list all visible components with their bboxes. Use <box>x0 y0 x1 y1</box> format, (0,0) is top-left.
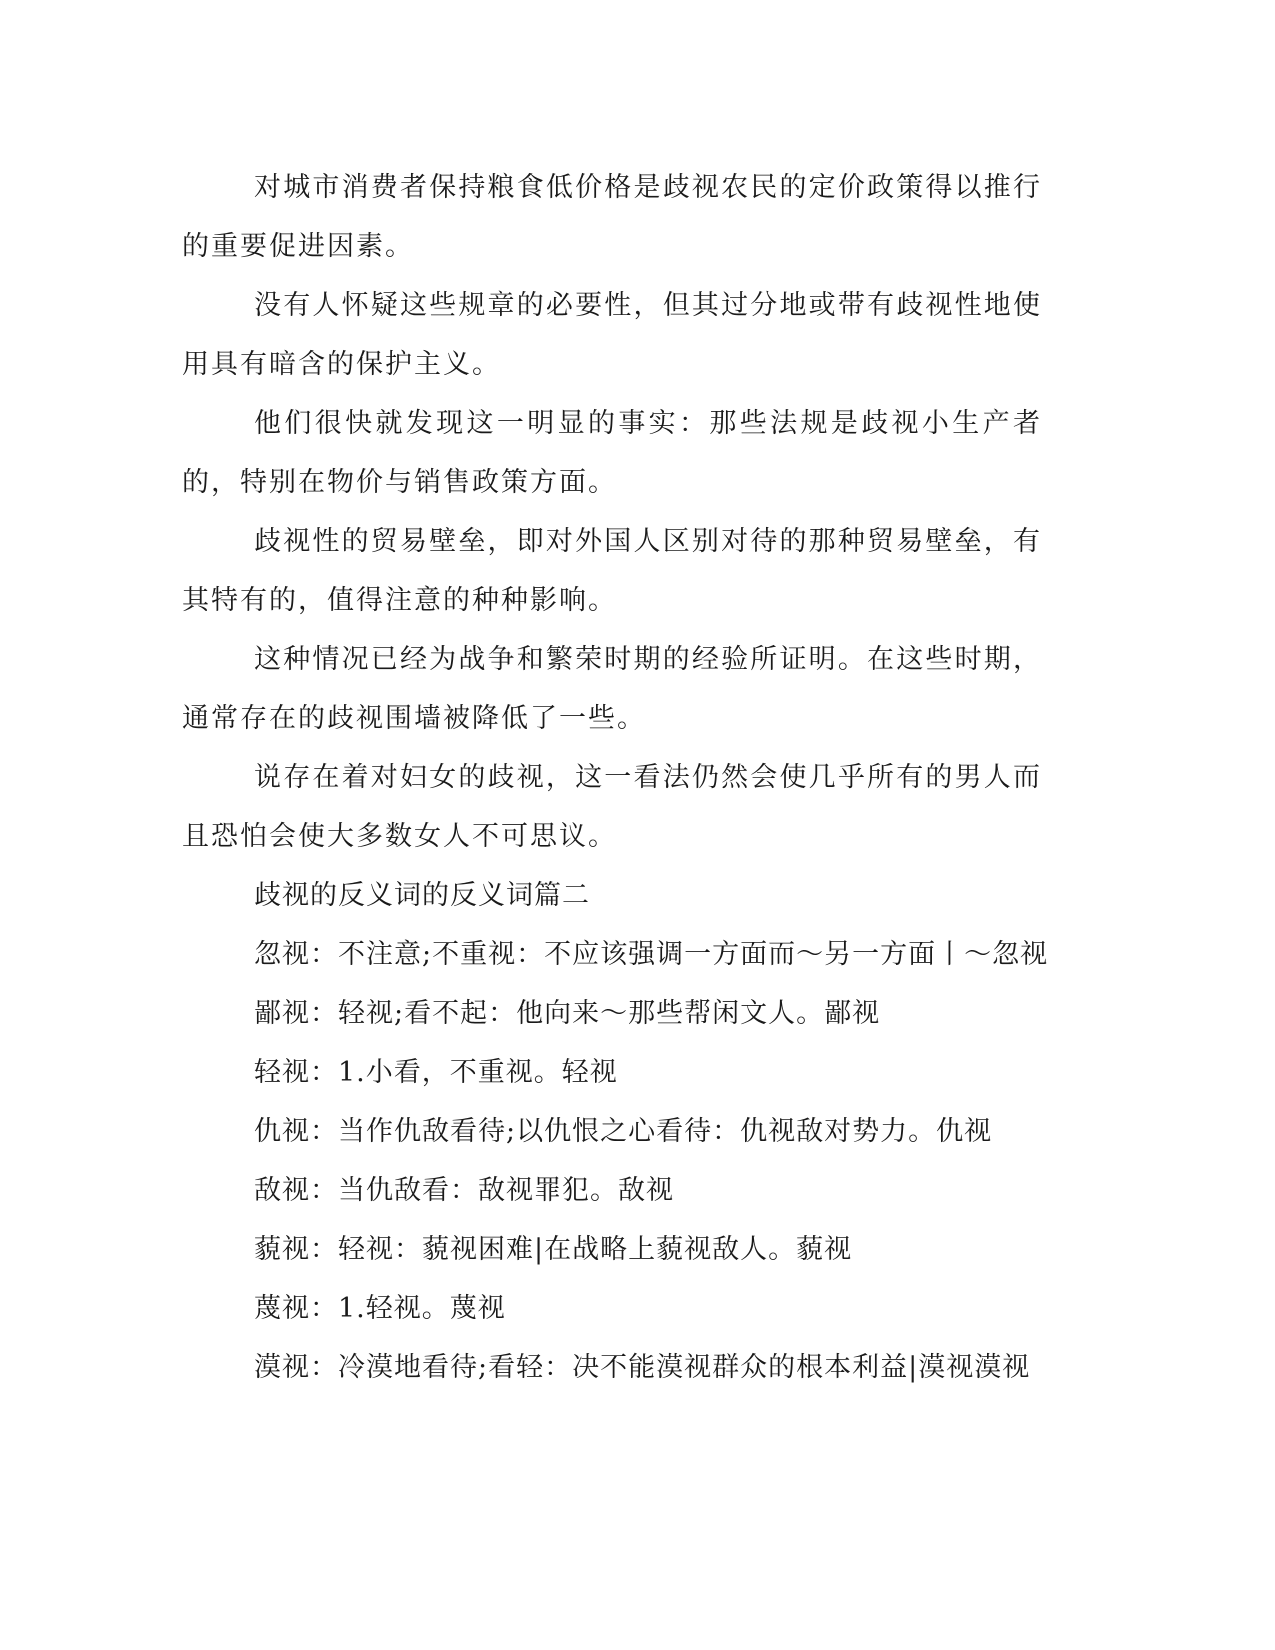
paragraph: 歧视性的贸易壁垒，即对外国人区别对待的那种贸易壁垒，有其特有的，值得注意的种种影响。 <box>182 526 1042 616</box>
paragraph: 没有人怀疑这些规章的必要性，但其过分地或带有歧视性地使用具有暗含的保护主义。 <box>182 290 1042 380</box>
document-body <box>182 158 1049 1397</box>
definition-entry: 忽视：不注意;不重视：不应该强调一方面而～另一方面丨～忽视 <box>254 939 1049 970</box>
paragraph: 他们很快就发现这一明显的事实：那些法规是歧视小生产者的，特别在物价与销售政策方面。 <box>182 408 1042 498</box>
definition-entry: 轻视：1.小看，不重视。轻视 <box>254 1057 618 1088</box>
definition-entry: 敌视：当仇敌看：敌视罪犯。敌视 <box>254 1175 674 1206</box>
definition-entry: 蔑视：1.轻视。蔑视 <box>254 1293 506 1324</box>
paragraph: 对城市消费者保持粮食低价格是歧视农民的定价政策得以推行的重要促进因素。 <box>182 172 1042 262</box>
definition-entry: 漠视：冷漠地看待;看轻：决不能漠视群众的根本利益|漠视漠视 <box>254 1352 1031 1383</box>
paragraph: 这种情况已经为战争和繁荣时期的经验所证明。在这些时期，通常存在的歧视围墙被降低了一些。 <box>182 644 1042 734</box>
definition-entry: 藐视：轻视：藐视困难|在战略上藐视敌人。藐视 <box>254 1234 853 1265</box>
section-heading: 歧视的反义词的反义词篇二 <box>254 880 590 911</box>
paragraph: 说存在着对妇女的歧视，这一看法仍然会使几乎所有的男人而且恐怕会使大多数女人不可思议。 <box>182 762 1042 852</box>
definition-entry: 仇视：当作仇敌看待;以仇恨之心看待：仇视敌对势力。仇视 <box>254 1116 993 1147</box>
definition-entry: 鄙视：轻视;看不起：他向来～那些帮闲文人。鄙视 <box>254 998 881 1029</box>
